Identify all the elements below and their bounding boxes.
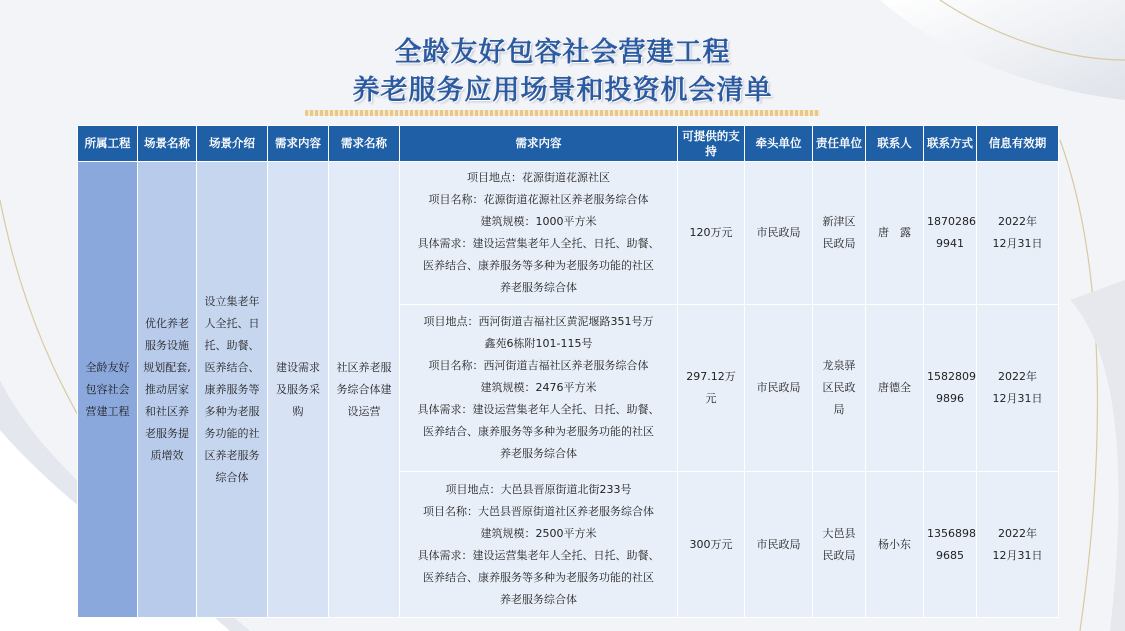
- responsible-unit-cell: 龙泉驿 区民政 局: [813, 305, 866, 472]
- valid-until-cell: 2022年 12月31日: [977, 305, 1059, 472]
- scene-intro-cell: 设立集老年 人全托、日 托、助餐、 医养结合、 康养服务等 多种为老服 务功能的社 区养老服务 综合体: [197, 162, 268, 618]
- header-cell: 所属工程: [78, 126, 138, 162]
- detail-cell: 项目地点：大邑县晋原街道北街233号 项目名称：大邑县晋原街道社区养老服务综合体 建筑规模：2500平方米 具体需求：建设运营集老年人全托、日托、助餐、 医养结合、康养服务等多种为老服务功能的社区 养老服务综合体: [400, 472, 678, 618]
- contact-person-cell: 唐 露: [866, 162, 924, 305]
- contact-person-cell: 杨小东: [866, 472, 924, 618]
- header-cell: 责任单位: [813, 126, 866, 162]
- demand-name-cell: 社区养老服 务综合体建 设运营: [329, 162, 400, 618]
- support-cell: 297.12万 元: [678, 305, 745, 472]
- demand-content-cell: 建设需求 及服务采 购: [268, 162, 329, 618]
- title-underline: [305, 110, 820, 116]
- table-row: [78, 162, 1059, 305]
- title-line-2: 养老服务应用场景和投资机会清单: [352, 75, 773, 106]
- header-cell: 信息有效期: [977, 126, 1059, 162]
- lead-unit-cell: 市民政局: [745, 472, 813, 618]
- page-title: [0, 34, 1125, 110]
- phone-cell: 1356898 9685: [924, 472, 977, 618]
- valid-until-cell: 2022年 12月31日: [977, 162, 1059, 305]
- support-cell: 300万元: [678, 472, 745, 618]
- investment-table: [77, 125, 1059, 618]
- lead-unit-cell: 市民政局: [745, 305, 813, 472]
- contact-person-cell: 唐德全: [866, 305, 924, 472]
- header-cell: 牵头单位: [745, 126, 813, 162]
- detail-cell: 项目地点：花源街道花源社区 项目名称：花源街道花源社区养老服务综合体 建筑规模：1000平方米 具体需求：建设运营集老年人全托、日托、助餐、 医养结合、康养服务等多种为老服务功能的社区 养老服务综合体: [400, 162, 678, 305]
- header-cell: 需求内容: [400, 126, 678, 162]
- valid-until-cell: 2022年 12月31日: [977, 472, 1059, 618]
- phone-cell: 1870286 9941: [924, 162, 977, 305]
- scene-name-cell: 优化养老 服务设施 规划配套, 推动居家 和社区养 老服务提 质增效: [138, 162, 197, 618]
- support-cell: 120万元: [678, 162, 745, 305]
- title-line-1: 全龄友好包容社会营建工程: [394, 37, 731, 68]
- header-cell: 联系人: [866, 126, 924, 162]
- phone-cell: 1582809 9896: [924, 305, 977, 472]
- header-cell: 场景介绍: [197, 126, 268, 162]
- lead-unit-cell: 市民政局: [745, 162, 813, 305]
- table-header-row: [78, 126, 1059, 162]
- header-cell: 可提供的支持: [678, 126, 745, 162]
- header-cell: 联系方式: [924, 126, 977, 162]
- header-cell: 场景名称: [138, 126, 197, 162]
- detail-cell: 项目地点：西河街道吉福社区黄泥堰路351号万 鑫苑6栋附101-115号 项目名称：西河街道吉福社区养老服务综合体 建筑规模：2476平方米 具体需求：建设运营集老年人全托、日托、助餐、 医养结合、康养服务等多种为老服务功能的社区 养老服务综合体: [400, 305, 678, 472]
- responsible-unit-cell: 新津区 民政局: [813, 162, 866, 305]
- project-cell: 全龄友好 包容社会 营建工程: [78, 162, 138, 618]
- responsible-unit-cell: 大邑县 民政局: [813, 472, 866, 618]
- header-cell: 需求名称: [329, 126, 400, 162]
- header-cell: 需求内容: [268, 126, 329, 162]
